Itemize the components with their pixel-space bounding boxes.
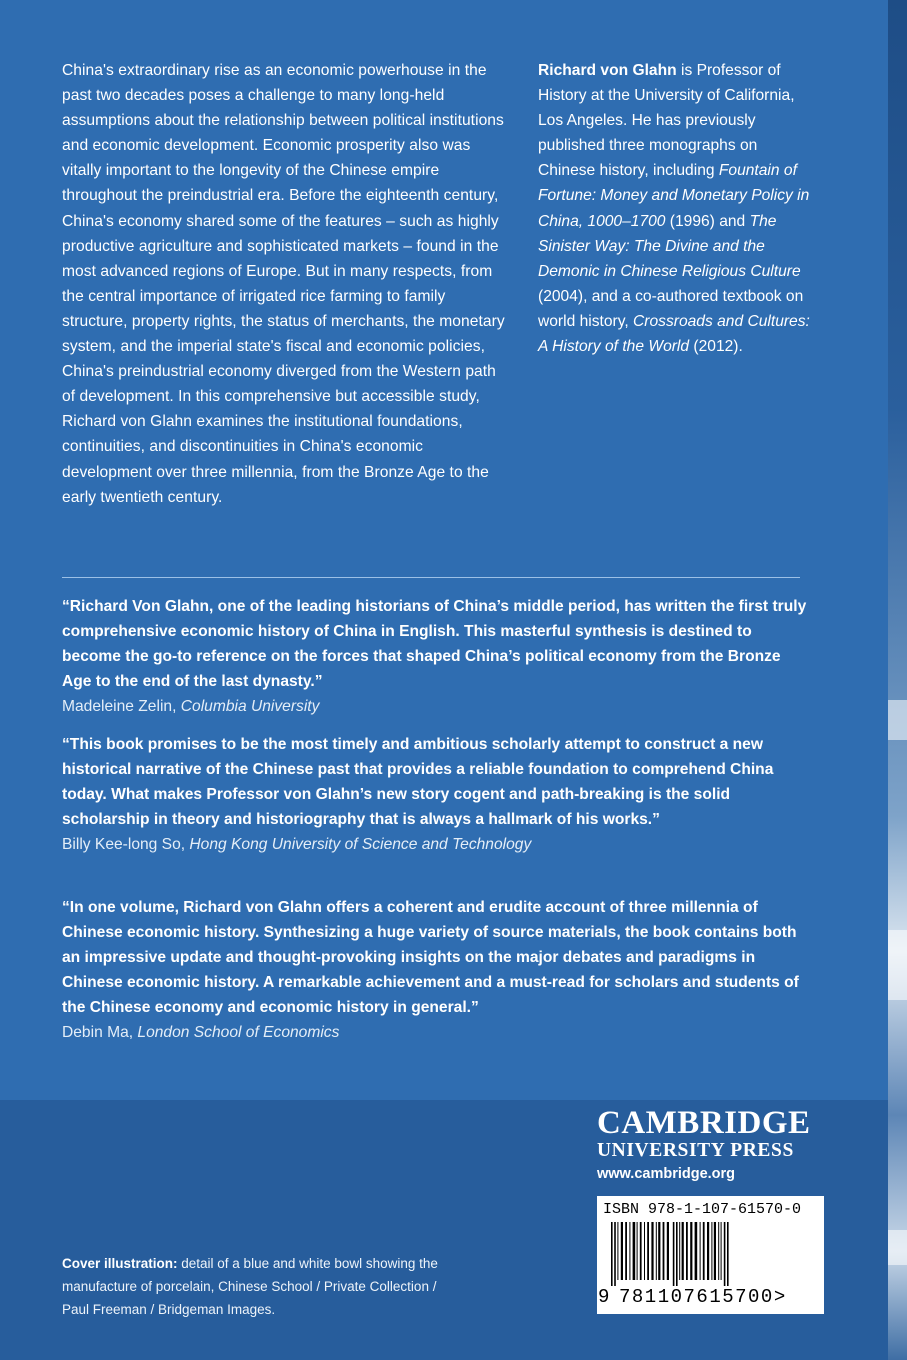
barcode-end-marker: > (773, 1286, 787, 1308)
barcode-bar (700, 1222, 701, 1280)
barcode-bar (714, 1222, 716, 1280)
barcode-bar (721, 1222, 722, 1280)
cover-art-edge (888, 0, 907, 1360)
barcode-bar (644, 1222, 645, 1280)
barcode-bar (663, 1222, 665, 1280)
barcode-bar (703, 1222, 705, 1280)
barcode-bar (707, 1222, 709, 1280)
review-quote: “Richard Von Glahn, one of the leading historians of China’s middle period, has written the first truly comprehensive economic history of China in English. This masterful synthesis is destined to become the go-to reference on the forces that shaped China’s political economy from the Bronze Age to the end of the last dynasty.” (62, 598, 807, 691)
bio-text: (2012). (689, 338, 743, 356)
barcode-bar (633, 1222, 636, 1280)
barcode-bar (679, 1222, 680, 1280)
bio-text: (1996) and (665, 212, 750, 230)
barcode-first-digit: 9 (598, 1286, 610, 1308)
divider-rule (62, 577, 800, 578)
credit-text: detail of a blue and white bowl showing the manufacture of porcelain, Chinese School / Private Collection / Paul Freeman / Bridgeman Images. (62, 1256, 438, 1317)
reviewer-affiliation: Hong Kong University of Science and Technology (189, 836, 532, 854)
barcode-bars (611, 1222, 811, 1286)
isbn-barcode (597, 1196, 824, 1314)
bio-text: (2004), and a co-authored textbook on world history, (538, 287, 804, 330)
author-name: Richard von Glahn (538, 62, 677, 79)
barcode-bar (676, 1222, 678, 1286)
reviewer-credit (62, 694, 812, 719)
reviewer-affiliation: London School of Economics (137, 1024, 340, 1042)
author-bio (538, 58, 813, 359)
credit-label: Cover illustration: (62, 1256, 178, 1271)
isbn-label: ISBN 978-1-107-61570-0 (603, 1201, 802, 1218)
book-title: Fountain of Fortune: Money and Monetary Policy in China, 1000–1700 (538, 162, 810, 230)
barcode-bar (667, 1222, 669, 1280)
bio-text: is Professor of History at the University of California, Los Angeles. He has previously published three monographs on Chinese history, including (538, 62, 795, 180)
publisher-subname: UNIVERSITY PRESS (597, 1140, 794, 1161)
barcode-digits (619, 1286, 787, 1308)
barcode-bar (711, 1222, 712, 1280)
barcode-bar (611, 1222, 613, 1286)
reviewer-name: Debin Ma, (62, 1024, 138, 1042)
barcode-bar (625, 1222, 627, 1280)
review-2 (62, 732, 812, 857)
barcode-bar (682, 1222, 684, 1280)
barcode-bar (656, 1222, 657, 1280)
barcode-bar (695, 1222, 698, 1280)
barcode-bar (640, 1222, 642, 1280)
barcode-bar (637, 1222, 638, 1280)
barcode-digit-group: 781107615700 (619, 1286, 774, 1308)
book-title: Crossroads and Cultures: A History of the World (538, 312, 810, 356)
book-description: China's extraordinary rise as an economic powerhouse in the past two decades poses a challenge to many long-held assumptions about the relationship between political institutions and economic development. Economic prosperity also was vitally important to the longevity of the Chinese empire throughout the preindustrial era. Before the eighteenth century, China's economy shared some of the features – such as highly productive agriculture and sophisticated markets – found in the most advanced regions of Europe. But in many respects, from the central importance of irrigated rice farming to family structure, property rights, the status of merchants, the monetary system, and the imperial state's fiscal and economic policies, China's preindustrial economy diverged from the Western path of development. In this comprehensive but accessible study, Richard von Glahn examines the institutional foundations, continuities, and discontinuities in China's economic development over three millennia, from the Bronze Age to the early twentieth century. (62, 62, 505, 506)
review-quote: “This book promises to be the most timely and ambitious scholarly attempt to construct a new historical narrative of the Chinese past that provides a reliable foundation to comprehend China today. What makes Professor von Glahn’s new story cogent and path-breaking is the solid scholarship in theory and historiography that is always a hallmark of his works.” (62, 736, 774, 829)
barcode-bar (686, 1222, 688, 1280)
barcode-bar (727, 1222, 729, 1286)
book-title: The Sinister Way: The Divine and the Demonic in Chinese Religious Culture (538, 212, 801, 280)
barcode-bar (629, 1222, 630, 1280)
review-quote: “In one volume, Richard von Glahn offers a coherent and erudite account of three millennia of Chinese economic history. Synthesizing a huge variety of source materials, the book contains both an impressive update and thought-provoking insights on the major debates and paradigms in Chinese economic history. A remarkable achievement and a must-read for scholars and students of the Chinese economy and economic history in general.” (62, 899, 799, 1017)
barcode-bar (647, 1222, 649, 1280)
barcode-bar (651, 1222, 653, 1280)
reviewer-name: Billy Kee-long So, (62, 836, 190, 854)
reviewer-affiliation: Columbia University (180, 698, 320, 716)
publisher-name: CAMBRIDGE (597, 1105, 811, 1141)
review-3 (62, 895, 812, 1046)
barcode-bar (690, 1222, 692, 1280)
barcode-bar (621, 1222, 623, 1280)
barcode-bar (718, 1222, 719, 1280)
reviewer-credit (62, 832, 812, 857)
reviewer-name: Madeleine Zelin, (62, 698, 181, 716)
barcode-bar (658, 1222, 660, 1280)
publisher-logo (597, 1106, 837, 1186)
barcode-bar (724, 1222, 726, 1286)
barcode-bar (614, 1222, 616, 1286)
publisher-website: www.cambridge.org (597, 1166, 736, 1182)
cover-illustration-credit (62, 1252, 462, 1321)
barcode-bar (617, 1222, 618, 1280)
review-1 (62, 594, 812, 719)
reviewer-credit (62, 1020, 812, 1045)
barcode-bar (673, 1222, 675, 1286)
